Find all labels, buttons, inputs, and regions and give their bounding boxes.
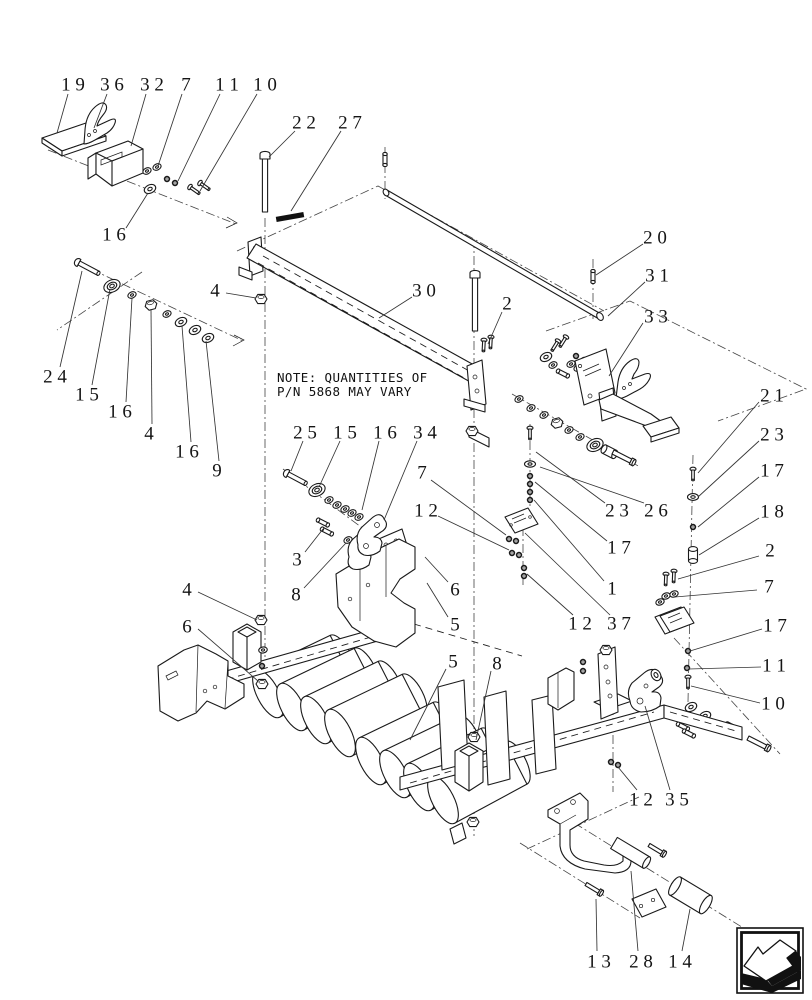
leader-line: [618, 767, 637, 790]
callout-label-4: 4: [210, 280, 220, 302]
callout-label-8: 8: [291, 584, 301, 606]
bracket-group-33: [514, 334, 679, 466]
callout-label-17: 1 7: [763, 615, 787, 637]
callout-label-14: 1 4: [668, 951, 692, 973]
left-mount-bracket: [158, 645, 244, 721]
hex-nut: [468, 732, 480, 741]
leader-line: [698, 441, 759, 497]
leader-line: [534, 500, 604, 581]
leader-line: [698, 477, 759, 527]
bottom-plate: [632, 889, 666, 917]
roller-14: [666, 875, 715, 916]
callout-label-34: 3 4: [413, 422, 437, 444]
callout-label-17: 1 7: [760, 460, 784, 482]
callout-label-23: 2 3: [760, 424, 784, 446]
callout-label-6: 6: [450, 579, 460, 601]
leader-line: [689, 667, 761, 669]
callout-label-27: 2 7: [338, 112, 362, 134]
callout-label-17: 1 7: [607, 537, 631, 559]
square-post-center: [455, 743, 483, 791]
hex-nut: [467, 817, 479, 826]
pivot-bracket-group: [580, 607, 694, 768]
leader-line: [198, 592, 257, 620]
callout-label-21: 2 1: [760, 385, 784, 407]
callout-label-16: 1 6: [102, 224, 126, 246]
callout-label-18: 1 8: [760, 501, 784, 523]
main-beam-30: [239, 237, 489, 447]
tooth-bracket: [84, 103, 115, 144]
callout-label-26: 2 6: [644, 500, 668, 522]
callout-label-16: 1 6: [175, 441, 199, 463]
callout-label-11: 1 1: [762, 655, 786, 677]
leader-line: [608, 282, 645, 316]
leader-line: [226, 293, 256, 298]
callout-label-15: 1 5: [333, 422, 357, 444]
callout-label-12: 1 2: [414, 500, 438, 522]
leader-line: [319, 441, 340, 487]
callout-label-2: 2: [765, 540, 775, 562]
callout-label-25: 2 5: [293, 422, 317, 444]
leader-line: [57, 94, 68, 133]
leader-line: [690, 629, 762, 651]
leader-line: [691, 686, 760, 703]
callout-label-7: 7: [181, 74, 191, 96]
callout-label-22: 2 2: [292, 112, 316, 134]
leader-line: [379, 297, 412, 318]
leader-line: [126, 298, 132, 402]
lock-nut: [259, 663, 265, 669]
leader-line: [631, 871, 638, 951]
leader-line: [535, 482, 607, 541]
leader-line: [362, 441, 379, 510]
hex-nut: [466, 426, 478, 435]
callout-label-13: 1 3: [587, 951, 611, 973]
callout-label-35: 3 5: [665, 789, 689, 811]
small-angle: [450, 823, 466, 844]
callout-label-33: 3 3: [644, 306, 668, 328]
callout-label-20: 2 0: [643, 227, 667, 249]
set-screw: [480, 338, 487, 352]
callout-label-7: 7: [417, 462, 427, 484]
leader-line: [92, 289, 110, 385]
callout-label-24: 2 4: [43, 366, 67, 388]
cotter-pin: [383, 152, 387, 166]
callout-label-16: 1 6: [373, 422, 397, 444]
callout-label-15: 1 5: [75, 384, 99, 406]
leader-line: [698, 402, 759, 473]
callout-label-32: 3 2: [140, 74, 164, 96]
bolt-13: [584, 881, 604, 897]
callout-label-12: 1 2: [629, 789, 653, 811]
callout-label-4: 4: [182, 579, 192, 601]
top-left-hardware: [142, 162, 212, 196]
leader-line: [540, 467, 644, 503]
leader-line: [305, 529, 323, 552]
leader-line: [151, 309, 152, 424]
leader-line: [427, 583, 448, 617]
carriage-bolt: [260, 151, 270, 212]
callout-label-8: 8: [492, 653, 502, 675]
callout-label-16: 1 6: [108, 401, 132, 423]
callout-label-11: 1 1: [215, 74, 239, 96]
note-line-2: P/N 5868 MAY VARY: [277, 383, 412, 399]
clamp-housing: [88, 141, 143, 186]
callout-label-36: 3 6: [100, 74, 124, 96]
callout-label-5: 5: [450, 614, 460, 636]
callout-label-6: 6: [182, 616, 192, 638]
leader-line: [525, 533, 610, 615]
carriage-bolt: [470, 270, 480, 331]
leader-line: [596, 244, 643, 275]
page-back-arrow-icon[interactable]: [737, 928, 803, 993]
callout-label-30: 3 0: [412, 280, 436, 302]
callout-label-4: 4: [144, 423, 154, 445]
callout-label-7: 7: [764, 576, 774, 598]
roll-pin-black: [276, 212, 304, 222]
leader-line: [131, 94, 146, 146]
leader-line: [206, 341, 219, 461]
leader-line: [200, 94, 257, 191]
leader-line: [488, 312, 502, 344]
callout-label-23: 2 3: [605, 500, 629, 522]
leader-line: [596, 899, 597, 951]
callout-label-37: 3 7: [607, 613, 631, 635]
bolt-13: [647, 842, 667, 858]
callout-label-1: 1: [607, 578, 617, 600]
callout-label-9: 9: [212, 460, 222, 482]
callout-label-12: 1 2: [568, 613, 592, 635]
leader-line: [291, 441, 303, 471]
callout-label-3: 3: [292, 549, 302, 571]
hex-nut: [255, 294, 267, 303]
leader-line: [384, 441, 417, 520]
leader-line: [527, 574, 573, 615]
callout-label-19: 1 9: [61, 74, 85, 96]
leader-line: [425, 557, 448, 582]
leader-line: [682, 909, 690, 951]
left-washer-chain: [73, 257, 215, 344]
note-line-1: NOTE: QUANTITIES OF: [277, 370, 428, 385]
callout-label-28: 2 8: [629, 951, 653, 973]
cotter-pin: [591, 269, 595, 283]
callout-label-2: 2: [502, 293, 512, 315]
leader-line: [291, 131, 341, 211]
leader-line: [182, 326, 191, 442]
leader-line: [438, 516, 509, 550]
callout-label-31: 3 1: [645, 265, 669, 287]
callout-label-5: 5: [448, 651, 458, 673]
callout-label-10: 1 0: [253, 74, 277, 96]
leader-line: [60, 271, 82, 367]
leader-line: [431, 480, 506, 535]
leader-line: [269, 131, 295, 157]
quantities-note: [277, 371, 428, 398]
rod-31: [382, 188, 605, 322]
leader-line: [699, 518, 759, 555]
leader-line: [675, 590, 757, 597]
leader-line: [126, 193, 148, 228]
leader-line: [158, 94, 182, 166]
callout-label-10: 1 0: [761, 693, 785, 715]
center-hardware-stack: [505, 426, 538, 579]
